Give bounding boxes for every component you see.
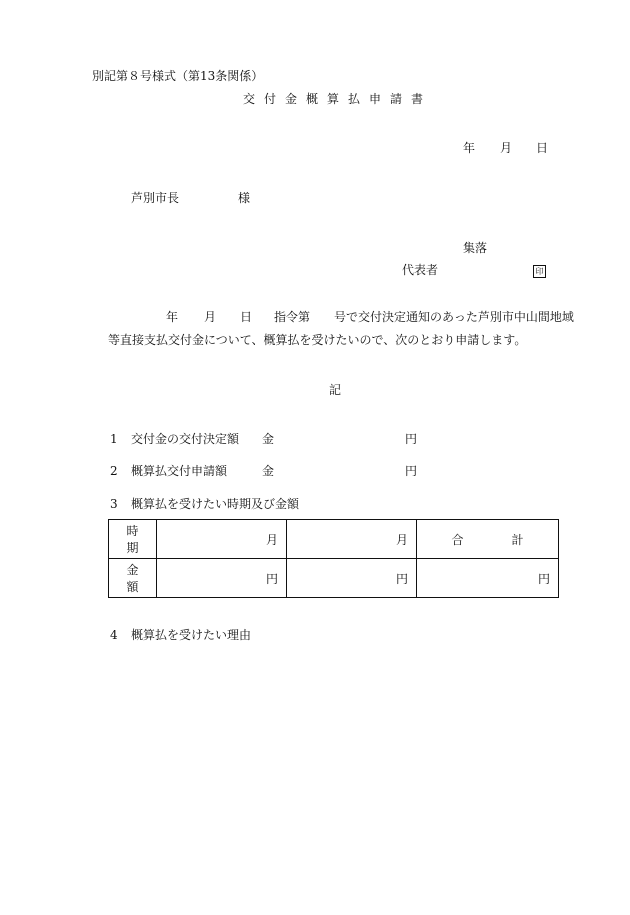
total-header: 合 計 — [417, 520, 559, 559]
date-year: 年 — [463, 141, 476, 155]
period-header: 時 期 — [109, 520, 157, 559]
payment-schedule-table — [108, 519, 559, 598]
period-cell-1: 月 — [157, 520, 287, 559]
seal-mark: 印 — [533, 263, 546, 279]
ki-heading: 記 — [329, 383, 342, 397]
date-month: 月 — [500, 141, 513, 155]
amount-cell-1: 円 — [157, 559, 287, 598]
representative-label: 代表者 — [402, 263, 439, 277]
addressee-honorific: 様 — [238, 191, 251, 205]
date-day: 日 — [536, 141, 549, 155]
period-cell-2: 月 — [287, 520, 417, 559]
table-row — [109, 559, 559, 598]
applicant-group: 集落 — [463, 241, 488, 255]
form-label: 別記第８号様式（第13条関係） — [92, 69, 264, 83]
addressee-name: 芦別市長 — [131, 191, 180, 205]
amount-cell-2: 円 — [287, 559, 417, 598]
amount-total-cell: 円 — [417, 559, 559, 598]
document-title: 交付金概算払申請書 — [243, 92, 433, 106]
amount-header: 金 額 — [109, 559, 157, 598]
table-row — [109, 520, 559, 559]
